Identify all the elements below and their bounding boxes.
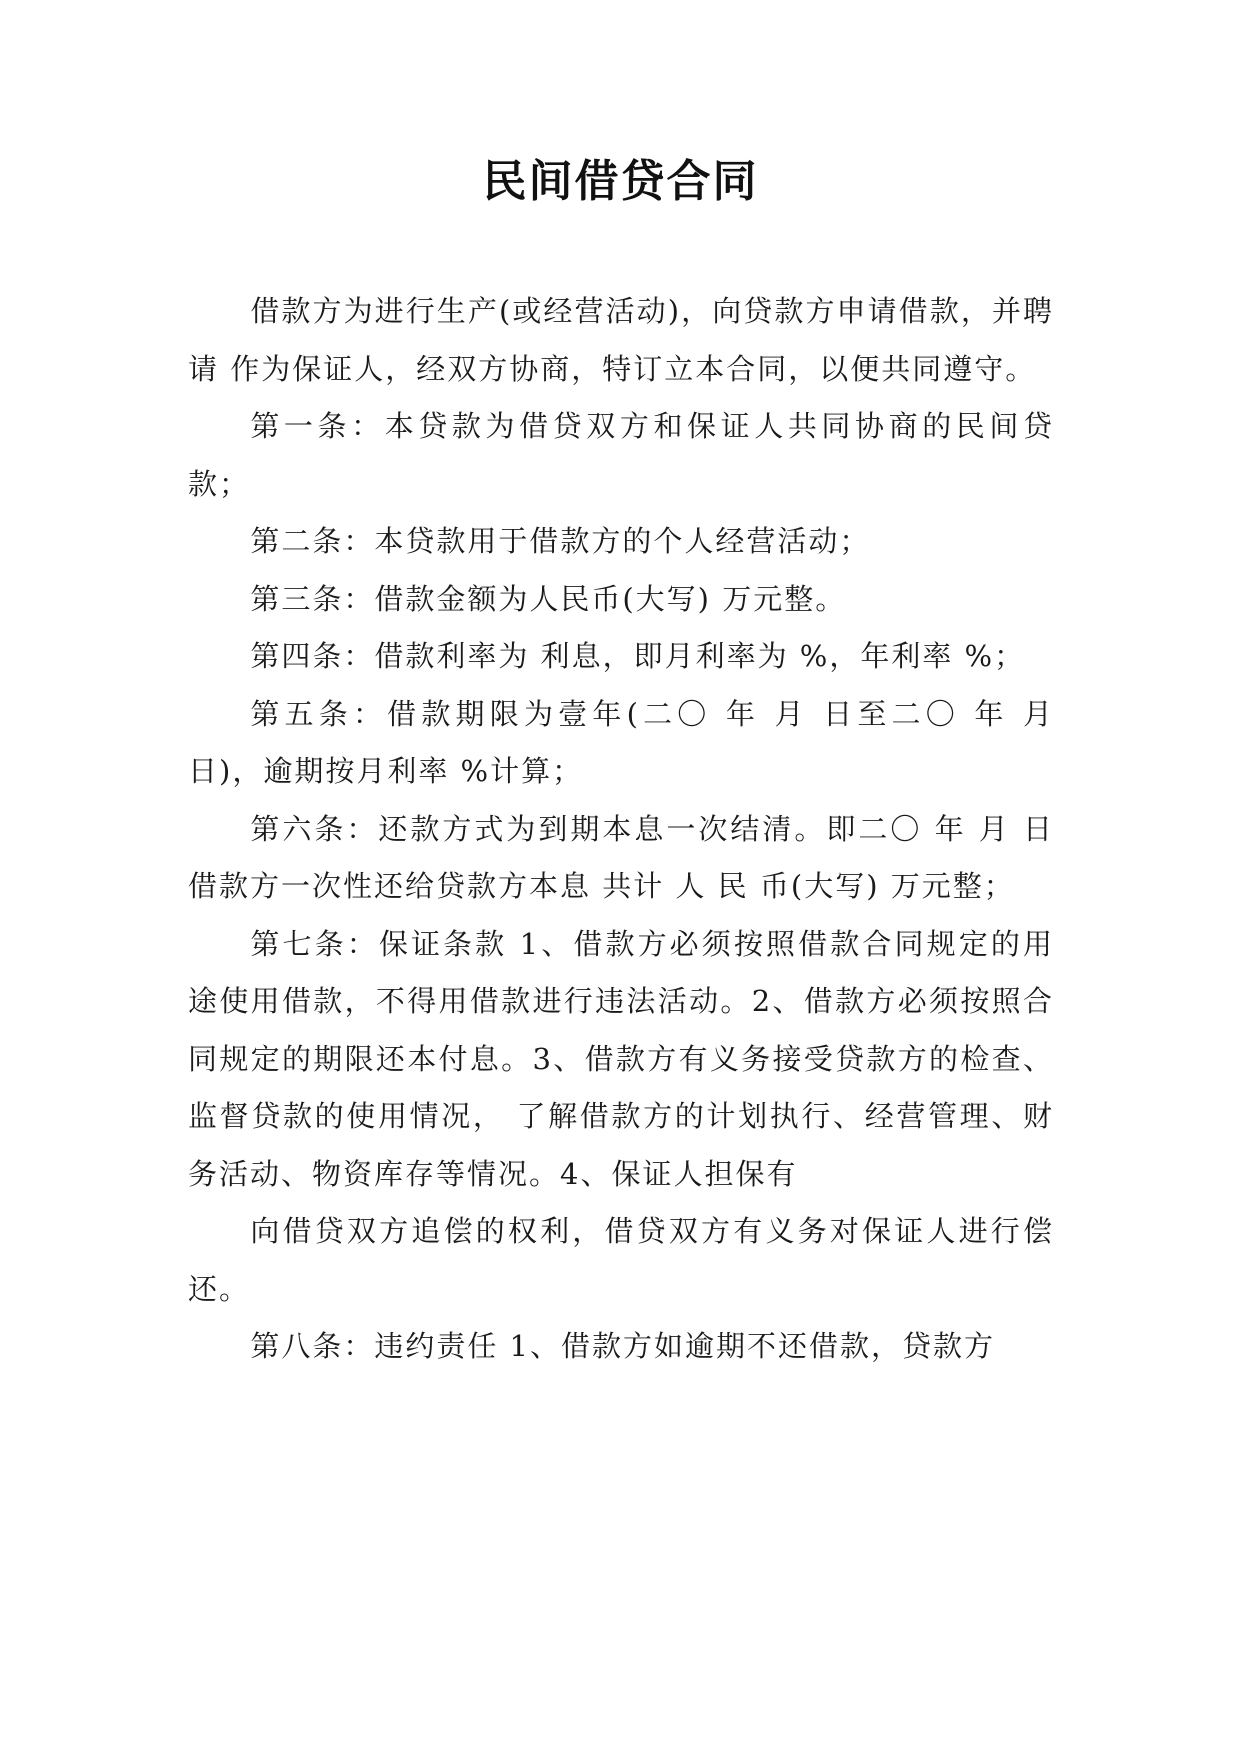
document-body <box>188 283 1054 1376</box>
article-8-paragraph: 第八条：违约责任 1、借款方如逾期不还借款，贷款方 <box>250 1329 996 1363</box>
article-2-paragraph: 第二条：本贷款用于借款方的个人经营活动； <box>250 524 871 558</box>
guarantor-recourse-paragraph: 向借贷双方追偿的权利，借贷双方有义务对保证人进行偿还。 <box>188 1214 1054 1306</box>
article-5-paragraph: 第五条：借款期限为壹年(二〇 年 月 日至二〇 年 月 日)，逾期按月利率 %计算； <box>188 696 1054 788</box>
article-7-paragraph: 第七条：保证条款 1、借款方必须按照借款合同规定的用途使用借款，不得用借款进行违法活动。2、借款方必须按照合同规定的期限还本付息。3、借款方有义务接受贷款方的检查、 监督贷款的使用情况， 了解借款方的计划执行、经营管理、财务活动、物资库存等情况。4、保证人担保有 <box>188 926 1054 1191</box>
article-6-paragraph: 第六条：还款方式为到期本息一次结清。即二〇 年 月 日借款方一次性还给贷款方本息 共计 人 民 币(大写) 万元整； <box>188 811 1054 903</box>
document-title: 民间借贷合同 <box>482 156 759 207</box>
article-3-paragraph: 第三条：借款金额为人民币(大写) 万元整。 <box>250 581 847 616</box>
intro-paragraph: 借款方为进行生产(或经营活动)，向贷款方申请借款，并聘请 作为保证人，经双方协商，特订立本合同，以便共同遵守。 <box>188 294 1054 386</box>
article-4-paragraph: 第四条：借款利率为 利息，即月利率为 %，年利率 %； <box>250 639 1026 673</box>
article-1-paragraph: 第一条：本贷款为借贷双方和保证人共同协商的民间贷款； <box>188 409 1054 501</box>
